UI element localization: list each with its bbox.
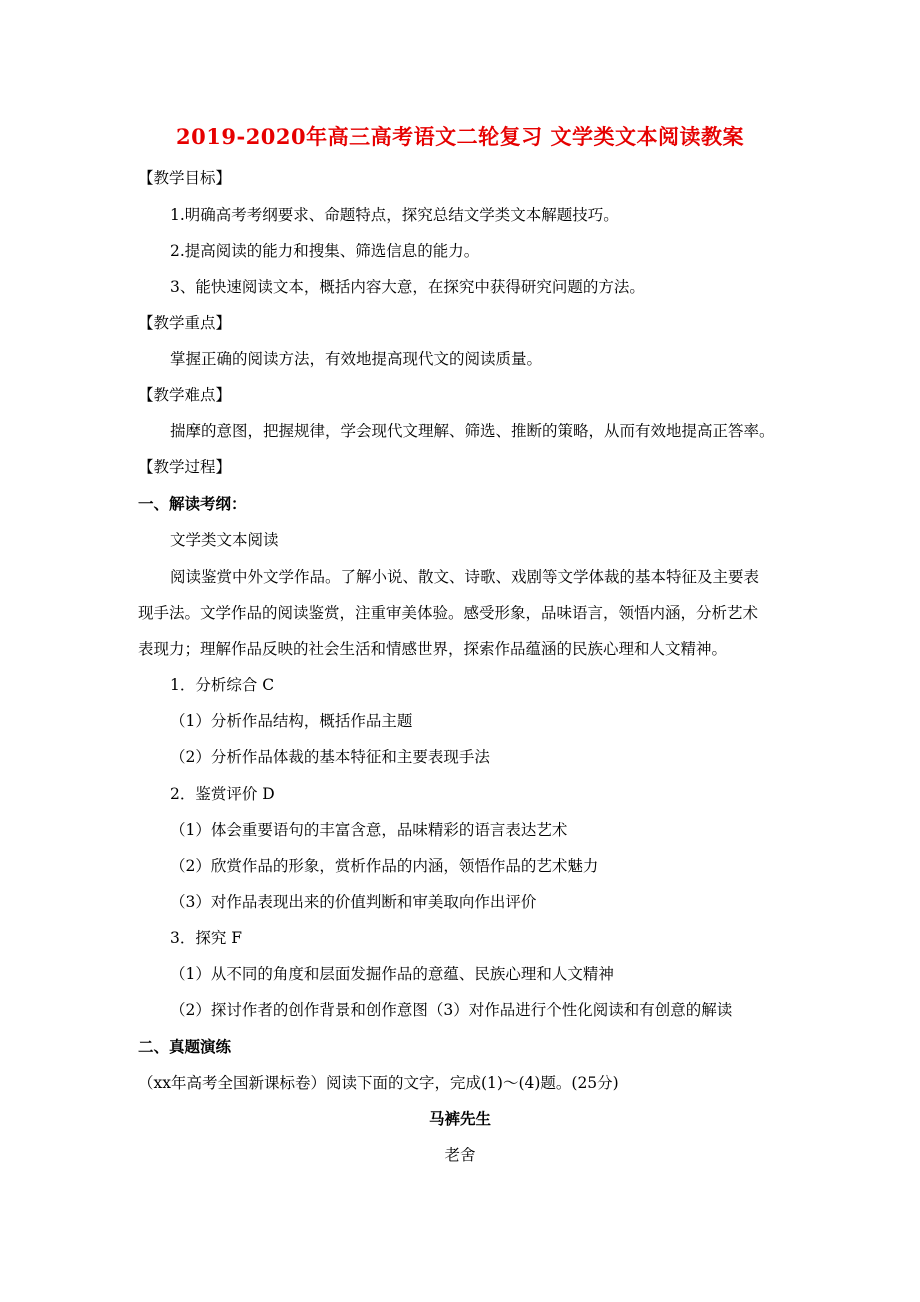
section1-heading: 一、解读考纲： (138, 494, 247, 513)
focus-text: 掌握正确的阅读方法，有效地提高现代文的阅读质量。 (170, 350, 543, 368)
paragraph-line-3: 表现力；理解作品反映的社会生活和情感世界，探索作品蕴涵的民族心理和人文精神。 (138, 640, 728, 658)
goal-3: 3、能快速阅读文本，概括内容大意，在探究中获得研究问题的方法。 (170, 278, 645, 296)
item-2: 2．鉴赏评价 D (170, 785, 275, 803)
goals-heading: 【教学目标】 (138, 169, 232, 187)
section2-heading: 二、真题演练 (138, 1037, 232, 1056)
sub-title: 文学类文本阅读 (170, 531, 279, 549)
story-title: 马裤先生 (428, 1109, 491, 1128)
process-heading: 【教学过程】 (138, 458, 232, 476)
document-title: 2019-2020年高三高考语文二轮复习 文学类文本阅读教案 (176, 124, 744, 149)
item-1-2: （2）分析作品体裁的基本特征和主要表现手法 (170, 748, 490, 766)
goal-2: 2.提高阅读的能力和搜集、筛选信息的能力。 (170, 242, 480, 260)
item-2-2: （2）欣赏作品的形象，赏析作品的内涵，领悟作品的艺术魅力 (170, 857, 599, 875)
goal-1: 1.明确高考考纲要求、命题特点，探究总结文学类文本解题技巧。 (170, 206, 619, 224)
focus-heading: 【教学重点】 (138, 314, 232, 332)
item-3-1: （1）从不同的角度和层面发掘作品的意蕴、民族心理和人文精神 (170, 965, 614, 983)
item-1: 1．分析综合 C (170, 676, 275, 694)
item-2-1: （1）体会重要语句的丰富含意，品味精彩的语言表达艺术 (170, 821, 568, 839)
difficulty-heading: 【教学难点】 (138, 386, 232, 404)
paragraph-line-1: 阅读鉴赏中外文学作品。了解小说、散文、诗歌、戏剧等文学体裁的基本特征及主要表 (170, 568, 760, 586)
exam-intro: （xx年高考全国新课标卷）阅读下面的文字，完成(1)～(4)题。(25分) (138, 1074, 619, 1092)
item-1-1: （1）分析作品结构，概括作品主题 (170, 712, 413, 730)
paragraph-line-2: 现手法。文学作品的阅读鉴赏，注重审美体验。感受形象，品味语言，领悟内涵，分析艺术 (138, 604, 759, 622)
item-3-2: （2）探讨作者的创作背景和创作意图（3）对作品进行个性化阅读和有创意的解读 (170, 1001, 733, 1019)
difficulty-text: 揣摩的意图，把握规律，学会现代文理解、筛选、推断的策略，从而有效地提高正答率。 (170, 422, 775, 440)
item-2-3: （3）对作品表现出来的价值判断和审美取向作出评价 (170, 893, 537, 911)
item-3: 3．探究 F (170, 929, 243, 947)
story-author: 老舍 (444, 1146, 476, 1164)
